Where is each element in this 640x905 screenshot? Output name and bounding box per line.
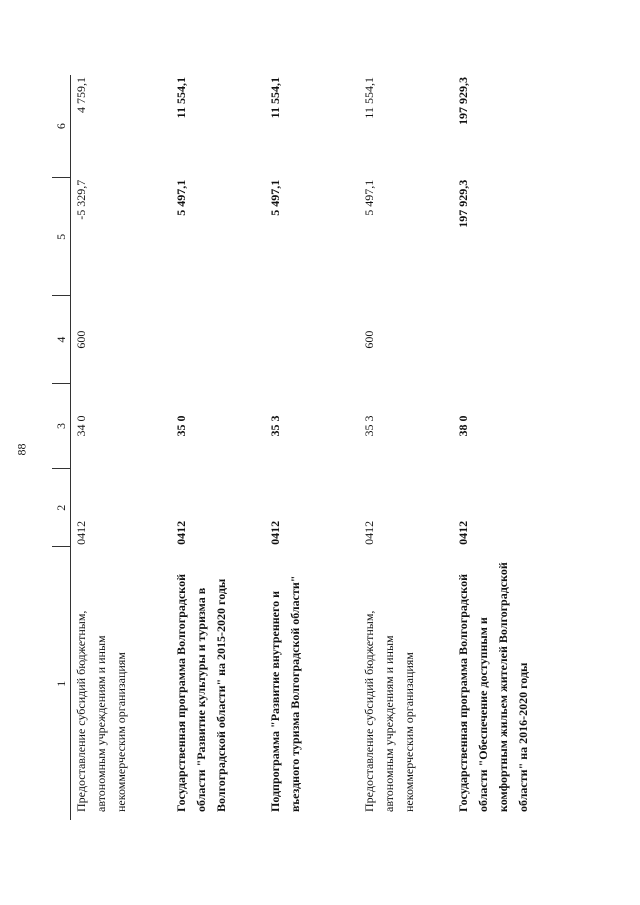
row-expense-type: 600 (74, 330, 88, 349)
rotated-budget-table (52, 75, 596, 820)
row-program-code: 35 3 (268, 415, 282, 437)
header-col-1: 1 (52, 547, 71, 820)
row-amount-change: 5 497,1 (268, 179, 282, 216)
row-section-code: 0412 (74, 520, 88, 545)
row-section-code: 0412 (268, 520, 282, 545)
row-amount-total: 11 554,1 (174, 77, 188, 119)
row-amount-change: 5 497,1 (174, 179, 188, 216)
row-amount-change: 197 929,3 (456, 179, 470, 228)
row-section-code: 0412 (362, 520, 376, 545)
row-program-code: 35 3 (362, 415, 376, 437)
row-name: Подпрограмма "Развитие внутреннего и въездного туризма Волгоградской области" (268, 575, 302, 812)
header-row (52, 75, 71, 820)
row-amount-total: 11 554,1 (268, 77, 282, 119)
header-col-4: 4 (52, 296, 71, 383)
header-col-3: 3 (52, 383, 71, 468)
row-amount-change: -5 329,7 (74, 179, 88, 220)
row-amount-change: 5 497,1 (362, 179, 376, 216)
budget-table (52, 75, 547, 820)
table-row (359, 75, 453, 820)
page-number: 88 (14, 443, 29, 456)
row-program-code: 34 0 (74, 415, 88, 437)
row-expense-type: 600 (362, 330, 376, 349)
header-col-6: 6 (52, 75, 71, 178)
row-name: Предоставление субсидий бюджетным, автономным учреждениям и иным некоммерческим организациям (362, 610, 416, 812)
row-section-code: 0412 (174, 520, 188, 545)
header-col-2: 2 (52, 469, 71, 547)
table-row (453, 75, 547, 820)
row-expense-type (453, 296, 547, 383)
row-section-code: 0412 (456, 520, 470, 545)
row-amount-total: 11 554,1 (362, 77, 376, 119)
row-name: Предоставление субсидий бюджетным, автономным учреждениям и иным некоммерческим организациям (74, 610, 128, 812)
row-name: Государственная программа Волгоградской области "Обеспечение доступным и комфортным жильем жителей Волгоградской области" на 2016-2020 годы (456, 562, 530, 812)
row-amount-total: 197 929,3 (456, 77, 470, 125)
row-expense-type (171, 296, 265, 383)
table-row (265, 75, 359, 820)
row-expense-type (265, 296, 359, 383)
header-col-5: 5 (52, 178, 71, 296)
table-row (71, 75, 172, 820)
row-program-code: 35 0 (174, 415, 188, 437)
table-row (171, 75, 265, 820)
row-program-code: 38 0 (456, 415, 470, 437)
row-name: Государственная программа Волгоградской области "Развитие культуры и туризма в Волгоградской области" на 2015-2020 годы (174, 574, 228, 812)
row-amount-total: 4 759,1 (74, 77, 88, 113)
